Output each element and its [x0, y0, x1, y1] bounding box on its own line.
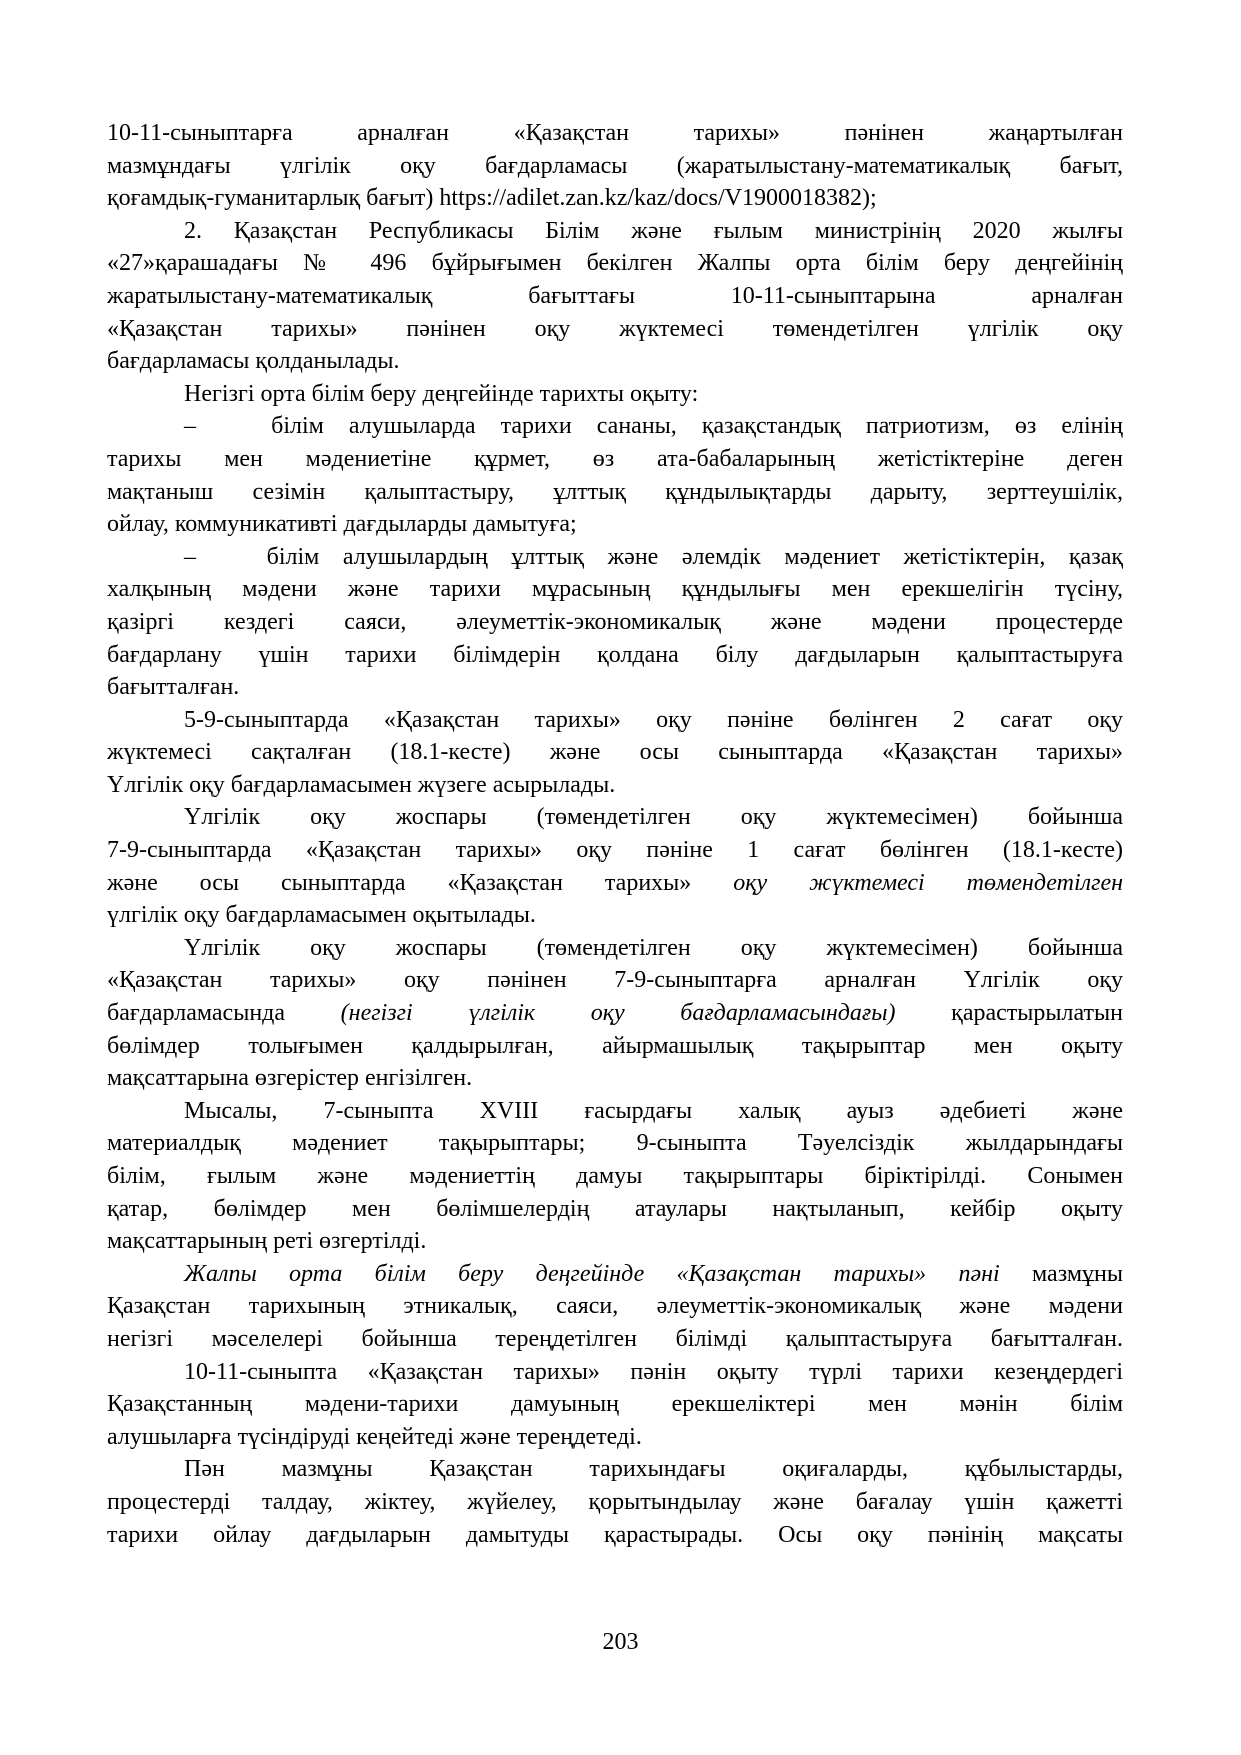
- text-run: «Қазақстан тарихы» пәнінен оқу жүктемесі төмендетілген үлгілік оқу: [107, 315, 1123, 342]
- text-run: Үлгілік оқу бағдарламасымен жүзеге асырылады.: [107, 771, 616, 798]
- text-line: [107, 1095, 1123, 1128]
- text-run: тарихи ойлау дағдыларын дамытуды қарастырады. Осы оқу пәнінің мақсаты: [107, 1521, 1123, 1548]
- text-line: [107, 247, 1123, 280]
- text-run: Пән мазмұны Қазақстан тарихындағы оқиғаларды, құбылыстарды,: [184, 1456, 1123, 1483]
- text-line: [107, 736, 1123, 769]
- text-run: тарихы мен мәдениетіне құрмет, өз ата-бабаларының жетістіктеріне деген: [107, 445, 1123, 472]
- text-run: қазіргі кездегі саяси, әлеуметтік-экономикалық және мәдени процестерде: [107, 608, 1123, 635]
- text-line: [107, 1519, 1123, 1552]
- text-run: және осы сыныптарда «Қазақстан тарихы»: [107, 869, 734, 896]
- text-run: «27»қарашадағы № 496 бұйрығымен бекілген Жалпы орта білім беру деңгейінің: [107, 250, 1123, 277]
- text-line: [107, 704, 1123, 737]
- text-line: [107, 834, 1123, 867]
- text-run: үлгілік оқу бағдарламасымен оқытылады.: [107, 902, 536, 929]
- text-line: [107, 508, 1123, 541]
- text-run: бағытталған.: [107, 674, 240, 701]
- text-run: ойлау, коммуникативті дағдыларды дамытуға;: [107, 511, 577, 538]
- text-line: [107, 313, 1123, 346]
- text-line: [107, 1193, 1123, 1226]
- text-run: материалдық мәдениет тақырыптары; 9-сыныпта Тәуелсіздік жылдарындағы: [107, 1130, 1123, 1157]
- text-run: негізгі мәселелері бойынша тереңдетілген білімді қалыптастыруға бағытталған.: [107, 1325, 1123, 1352]
- text-run: Қазақстан тарихының этникалық, саяси, әлеуметтік-экономикалық және мәдени: [107, 1293, 1123, 1320]
- text-line: [107, 1356, 1123, 1389]
- text-line: [107, 639, 1123, 672]
- paragraph-subject-content-skills: [107, 1453, 1123, 1551]
- text-line: [107, 150, 1123, 183]
- text-line: [107, 1486, 1123, 1519]
- text-line: [107, 769, 1123, 802]
- text-line: [107, 801, 1123, 834]
- text-line: [107, 280, 1123, 313]
- text-line: [107, 899, 1123, 932]
- page-number: 203: [602, 1629, 639, 1655]
- text-run: Мысалы, 7-сыныпта XVIII ғасырдағы халық ауыз әдебиеті және: [184, 1097, 1123, 1124]
- text-run: білім, ғылым және мәдениеттің дамуы тақырыптары біріктірілді. Сонымен: [107, 1163, 1123, 1189]
- text-run: мазмұндағы үлгілік оқу бағдарламасы (жаратылыстану-математикалық бағыт,: [107, 152, 1123, 179]
- paragraph-grades-5-9-two-hours: [107, 704, 1123, 802]
- text-line: [107, 1323, 1123, 1356]
- text-run: халқының мәдени және тарихи мұрасының құндылығы мен ерекшелігін түсіну,: [107, 576, 1123, 603]
- text-line: [107, 182, 1123, 215]
- text-line: [107, 1421, 1123, 1454]
- text-line: [107, 1030, 1123, 1063]
- text-run: Негізгі орта білім беру деңгейінде тарихты оқыту:: [184, 380, 699, 407]
- text-line: [107, 117, 1123, 150]
- text-run: процестерді талдау, жіктеу, жүйелеу, қорытындылау және бағалау үшін қажетті: [107, 1488, 1123, 1515]
- text-line: [107, 443, 1123, 476]
- text-run: қарастырылатын: [895, 1000, 1123, 1027]
- paragraph-sections-kept-changes: [107, 932, 1123, 1095]
- paragraph-item-2-order-496: [107, 215, 1123, 378]
- text-line: [107, 378, 1123, 411]
- text-line: [107, 964, 1123, 997]
- text-run: бағдарламасы қолданылады.: [107, 348, 400, 375]
- italic-text-run: оқу жүктемесі төмендетілген: [733, 869, 1123, 896]
- text-run: 5-9-сыныптарда «Қазақстан тарихы» оқу пәніне бөлінген 2 сағат оқу: [184, 706, 1123, 733]
- text-run: Қазақстанның мәдени-тарихи дамуының ерекшеліктері мен мәнін білім: [107, 1391, 1123, 1418]
- text-line: [107, 1160, 1123, 1193]
- paragraph-grades-7-9-one-hour: [107, 801, 1123, 931]
- text-line: [107, 1258, 1123, 1291]
- text-line: [107, 932, 1123, 965]
- text-run: бағдарламасында: [107, 1000, 341, 1027]
- text-run: жаратылыстану-математикалық бағыттағы 10-11-сыныптарына арналған: [107, 282, 1123, 309]
- text-line: [107, 1225, 1123, 1258]
- paragraph-bullet-national-world-culture: [107, 541, 1123, 704]
- text-run: қоғамдық-гуманитарлық бағыт) https://adilet.zan.kz/kaz/docs/V1900018382);: [107, 185, 877, 212]
- page-body-text: [107, 117, 1123, 1551]
- paragraph-basic-education-level-intro: [107, 378, 1123, 411]
- text-line: [107, 606, 1123, 639]
- text-run: мақсаттарының реті өзгертілді.: [107, 1228, 427, 1255]
- text-line: [107, 541, 1123, 574]
- text-run: 10-11-сыныптарға арналған «Қазақстан тарихы» пәнінен жаңартылған: [107, 120, 1123, 146]
- text-run: – білім алушыларда тарихи сананы, қазақстандық патриотизм, өз елінің: [184, 413, 1123, 440]
- text-line: [107, 1127, 1123, 1160]
- text-line: [107, 1290, 1123, 1323]
- text-line: [107, 1062, 1123, 1095]
- text-run: Үлгілік оқу жоспары (төмендетілген оқу жүктемесімен) бойынша: [184, 934, 1123, 961]
- paragraph-grades-10-11-teaching: [107, 1356, 1123, 1454]
- paragraph-general-secondary-content: [107, 1258, 1123, 1356]
- text-line: [107, 476, 1123, 509]
- text-line: [107, 867, 1123, 900]
- text-run: қатар, бөлімдер мен бөлімшелердің атаулары нақтыланып, кейбір оқыту: [107, 1195, 1123, 1222]
- paragraph-continuation-program-reference: [107, 117, 1123, 215]
- text-run: 2. Қазақстан Республикасы Білім және ғылым министрінің 2020 жылғы: [184, 217, 1123, 244]
- text-line: [107, 1388, 1123, 1421]
- paragraph-example-grade-7-9-topics: [107, 1095, 1123, 1258]
- text-run: алушыларға түсіндіруді кеңейтеді және тереңдетеді.: [107, 1423, 642, 1450]
- text-run: 10-11-сыныпта «Қазақстан тарихы» пәнін оқыту түрлі тарихи кезеңдердегі: [184, 1358, 1123, 1385]
- text-run: бағдарлану үшін тарихи білімдерін қолдана білу дағдыларын қалыптастыруға: [107, 641, 1123, 668]
- text-run: мақсаттарына өзгерістер енгізілген.: [107, 1065, 473, 1092]
- text-line: [107, 1453, 1123, 1486]
- text-run: жүктемесі сақталған (18.1-кесте) және осы сыныптарда «Қазақстан тарихы»: [107, 739, 1123, 766]
- text-line: [107, 997, 1123, 1030]
- text-line: [107, 215, 1123, 248]
- text-line: [107, 671, 1123, 704]
- text-run: – білім алушылардың ұлттық және әлемдік мәдениет жетістіктерін, қазақ: [184, 543, 1123, 570]
- text-run: мақтаныш сезімін қалыптастыру, ұлттық құндылықтарды дарыту, зерттеушілік,: [107, 478, 1123, 505]
- paragraph-bullet-historical-consciousness: [107, 410, 1123, 540]
- text-line: [107, 410, 1123, 443]
- text-run: Үлгілік оқу жоспары (төмендетілген оқу жүктемесімен) бойынша: [184, 804, 1123, 831]
- italic-text-run: Жалпы орта білім беру деңгейінде «Қазақстан тарихы» пәні: [184, 1260, 1000, 1287]
- italic-text-run: (негізгі үлгілік оқу бағдарламасындағы): [340, 1000, 896, 1027]
- text-line: [107, 345, 1123, 378]
- text-run: мазмұны: [999, 1260, 1123, 1287]
- text-run: 7-9-сыныптарда «Қазақстан тарихы» оқу пәніне 1 сағат бөлінген (18.1-кесте): [107, 837, 1123, 864]
- text-run: «Қазақстан тарихы» оқу пәнінен 7-9-сыныптарға арналған Үлгілік оқу: [107, 967, 1123, 994]
- text-line: [107, 573, 1123, 606]
- text-run: бөлімдер толығымен қалдырылған, айырмашылық тақырыптар мен оқыту: [107, 1032, 1123, 1059]
